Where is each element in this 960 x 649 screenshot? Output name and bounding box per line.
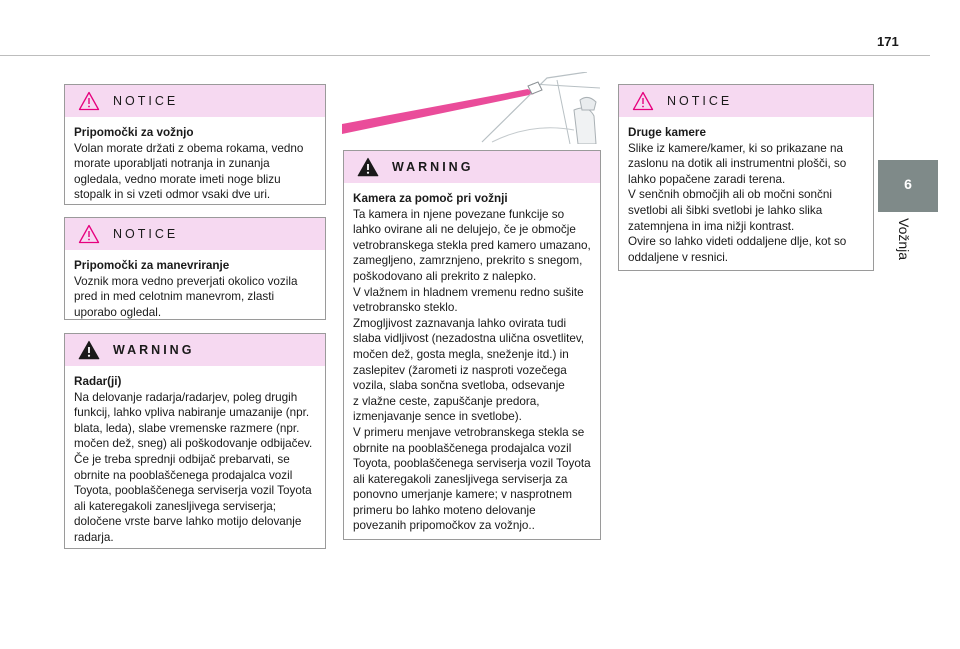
notice-body — [65, 117, 325, 203]
warning-triangle-icon — [78, 340, 100, 360]
notice-body — [619, 117, 873, 265]
box-text — [74, 141, 317, 203]
text-line: izmenjavanje sence in svetlobe). — [353, 410, 522, 424]
text-line: povezanih pripomočkov za vožnjo.. — [353, 519, 535, 533]
seat-outline — [574, 108, 596, 144]
box-text — [74, 390, 317, 546]
text-line: Toyota, pooblaščenega serviserja vozil Toyota — [74, 484, 312, 498]
windshield-camera-illustration — [342, 72, 600, 144]
notice-header — [619, 85, 873, 117]
text-line: zamegljeno, zamrznjeno, prekrito s snegom, — [353, 254, 583, 268]
text-line: Ta kamera in njene povezane funkcije so — [353, 207, 565, 221]
chapter-number: 6 — [904, 176, 912, 192]
text-line: vetrobranskega stekla pred kamero umazano, — [353, 238, 591, 252]
box-text — [628, 141, 865, 266]
text-line: slaba vidljivost (nezadostna ulična osvetlitev, — [353, 332, 585, 346]
text-line: Slike iz kamere/kamer, ki so prikazane na — [628, 141, 844, 155]
warning-body — [65, 366, 325, 546]
text-line: primeru bo lahko moteno delovanje — [353, 503, 536, 517]
notice-triangle-icon — [78, 91, 100, 111]
text-line: zaslonu na dotik ali instrumentni plošči, so — [628, 157, 847, 171]
text-line: V senčnih območjih ali ob močni sončni — [628, 188, 832, 202]
text-line: močen dež, sneg) ali poškodovanje odbijačev. — [74, 437, 313, 451]
notice-header — [65, 218, 325, 250]
warning-body — [344, 183, 600, 534]
text-line: V primeru menjave vetrobranskega stekla se — [353, 425, 585, 439]
warning-label: WARNING — [113, 343, 195, 357]
text-line: radarja. — [74, 530, 114, 544]
text-line: Zmogljivost zaznavanja lahko ovirata tudi — [353, 316, 567, 330]
warning-label: WARNING — [392, 160, 474, 174]
page-number: 171 — [877, 34, 899, 49]
text-line: zatemnjena in ima nižji kontrast. — [628, 219, 795, 233]
notice-body — [65, 250, 325, 320]
text-line: določene vrste barve lahko motijo delovanje — [74, 515, 302, 529]
text-line: obrnite na pooblaščenega prodajalca vozil — [74, 468, 293, 482]
header-rule — [0, 55, 930, 56]
notice-box-driving-aids — [64, 84, 326, 205]
box-title: Pripomočki za manevriranje — [74, 259, 230, 272]
text-line: Volan morate držati z obema rokama, vedno — [74, 141, 304, 155]
notice-triangle-icon — [632, 91, 654, 111]
notice-box-maneuvering-aids — [64, 217, 326, 320]
box-text — [74, 274, 317, 321]
text-line: ogledala, vedno morate imeti noge blizu — [74, 172, 281, 186]
text-line: lahko ovirane ali ne delujejo, če je območje — [353, 223, 576, 237]
box-title: Kamera za pomoč pri vožnji — [353, 192, 508, 205]
box-title: Pripomočki za vožnjo — [74, 126, 194, 139]
text-line: močen dež, gosta megla, sneženje itd.) in — [353, 347, 569, 361]
text-line: zaslepitev (žarometi iz nasproti vozečega — [353, 363, 567, 377]
chapter-title-text: Vožnja — [896, 218, 912, 261]
camera-beam — [342, 89, 534, 134]
roof-line — [532, 84, 600, 88]
notice-triangle-icon — [78, 224, 100, 244]
text-line: vetrobransko steklo. — [353, 301, 458, 315]
notice-label: NOTICE — [667, 94, 733, 108]
text-line: lahko popačene zaradi terena. — [628, 172, 786, 186]
text-line: Toyota, pooblaščenega serviserja vozil Toyota — [353, 457, 591, 471]
text-line: obrnite na pooblaščenega prodajalca vozil — [353, 441, 572, 455]
notice-box-other-cameras — [618, 84, 874, 271]
text-line: stopalk in si vzeti odmor vsaki dve uri. — [74, 188, 271, 202]
warning-triangle-icon — [357, 157, 379, 177]
box-title: Druge kamere — [628, 126, 706, 139]
text-line: Na delovanje radarja/radarjev, poleg drugih — [74, 390, 298, 404]
chapter-title — [888, 218, 918, 298]
text-line: Voznik mora vedno preverjati okolico vozila — [74, 274, 298, 288]
notice-label: NOTICE — [113, 227, 179, 241]
pillar-line — [557, 80, 570, 144]
warning-box-radar — [64, 333, 326, 549]
text-line: svetlobi ali šibki svetlobi je lahko slika — [628, 203, 823, 217]
headrest — [580, 97, 596, 110]
box-title: Radar(ji) — [74, 375, 122, 388]
notice-label: NOTICE — [113, 94, 179, 108]
text-line: Ovire so lahko videti oddaljene dlje, kot so — [628, 235, 847, 249]
chapter-tab — [878, 160, 938, 212]
text-line: blata, leda), slabe vremenske razmere (npr. — [74, 421, 300, 435]
notice-header — [65, 85, 325, 117]
warning-box-driving-camera — [343, 150, 601, 540]
text-line: ali kateregakoli zanesljivega serviserja za — [353, 472, 568, 486]
text-line: oddaljene v resnici. — [628, 250, 729, 264]
windshield-outline — [482, 72, 587, 142]
text-line: uporabo ogledal. — [74, 305, 162, 319]
text-line: Če je treba sprednji odbijač prebarvati, se — [74, 452, 290, 466]
text-line: vozila, slaba sončna svetloba, odsevanje — [353, 379, 565, 393]
text-line: ali kateregakoli zanesljivega serviserja; — [74, 499, 277, 513]
text-line: ponovno umerjanje kamere; v nasprotnem — [353, 488, 572, 502]
text-line: V vlažnem in hladnem vremenu redno sušite — [353, 285, 584, 299]
text-line: z vlažne ceste, zapuščanje predora, — [353, 394, 540, 408]
text-line: funkcij, lahko vpliva nabiranje umazanije (npr. — [74, 406, 310, 420]
warning-header — [65, 334, 325, 366]
dash-line — [492, 128, 574, 142]
box-text — [353, 207, 592, 534]
warning-header — [344, 151, 600, 183]
text-line: pred in med celotnim manevrom, zlasti — [74, 290, 275, 304]
text-line: poškodovano ali prekrito z nalepko. — [353, 269, 537, 283]
text-line: morate uporabljati notranja in zunanja — [74, 157, 270, 171]
